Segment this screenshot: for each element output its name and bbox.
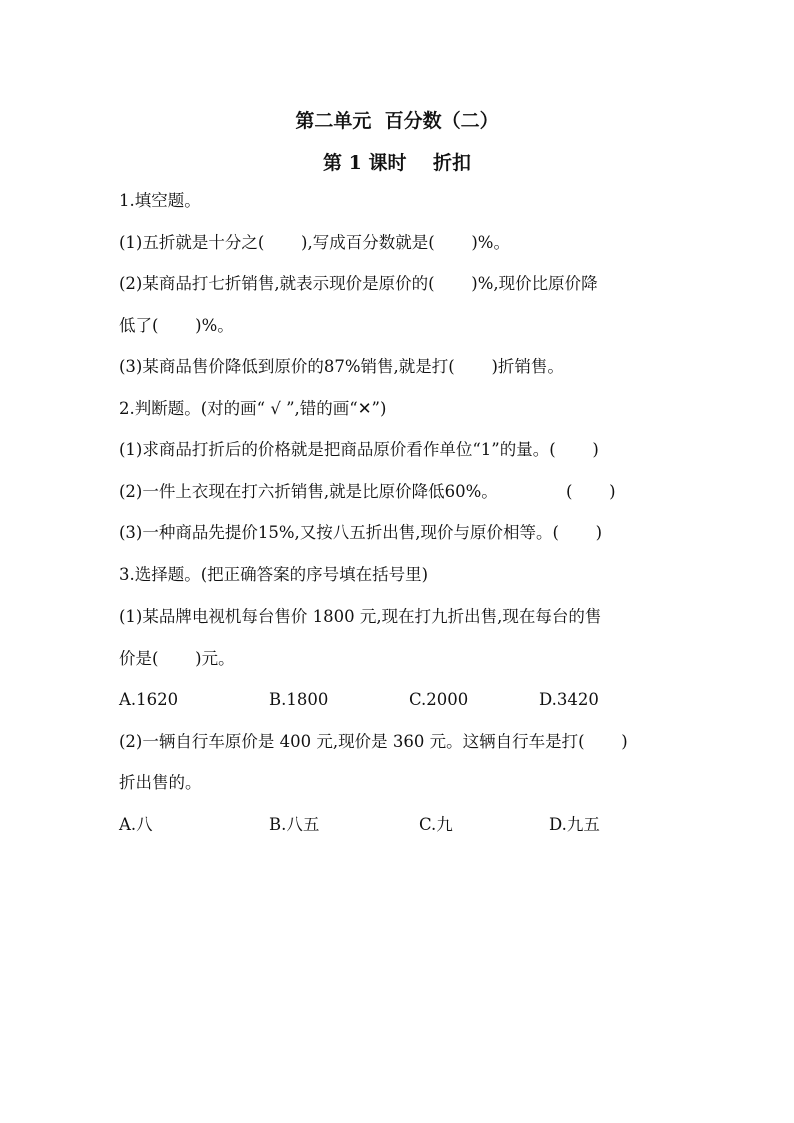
choice-1-option-a: A.1620: [119, 690, 179, 709]
choice-1-option-b: B.1800: [269, 690, 329, 709]
choice-1-option-c: C.2000: [409, 690, 469, 709]
section-2-heading: 2.判断题。(对的画“ √ ”,错的画“✕”): [119, 399, 387, 418]
fill-question-2-line-2: 低了( )%。: [119, 316, 234, 335]
choice-2-option-b: B.八五: [269, 815, 320, 834]
choice-question-1-line-1: (1)某品牌电视机每台售价 1800 元,现在打九折出售,现在每台的售: [119, 607, 602, 626]
judge-question-2: (2)一件上衣现在打六折销售,就是比原价降低60%。 ( ): [119, 482, 616, 501]
judge-question-1: (1)求商品打折后的价格就是把商品原价看作单位“1”的量。( ): [119, 440, 599, 459]
judge-question-3: (3)一种商品先提价15%,又按八五折出售,现价与原价相等。( ): [119, 523, 603, 542]
lesson-title: 第 1 课时 折扣: [323, 152, 471, 174]
choice-2-option-a: A.八: [119, 815, 153, 834]
section-1-heading: 1.填空题。: [119, 191, 201, 210]
choice-1-option-d: D.3420: [539, 690, 599, 709]
fill-question-3: (3)某商品售价降低到原价的87%销售,就是打( )折销售。: [119, 357, 564, 376]
fill-question-1: (1)五折就是十分之( ),写成百分数就是( )%。: [119, 233, 510, 252]
choice-2-option-d: D.九五: [549, 815, 600, 834]
choice-question-1-line-2: 价是( )元。: [119, 649, 235, 668]
choice-2-option-c: C.九: [419, 815, 453, 834]
unit-title: 第二单元 百分数（二）: [295, 110, 499, 132]
section-3-heading: 3.选择题。(把正确答案的序号填在括号里): [119, 565, 429, 584]
choice-question-2-line-2: 折出售的。: [119, 773, 202, 792]
choice-question-2-line-1: (2)一辆自行车原价是 400 元,现价是 360 元。这辆自行车是打( ): [119, 732, 628, 751]
fill-question-2-line-1: (2)某商品打七折销售,就表示现价是原价的( )%,现价比原价降: [119, 274, 598, 293]
